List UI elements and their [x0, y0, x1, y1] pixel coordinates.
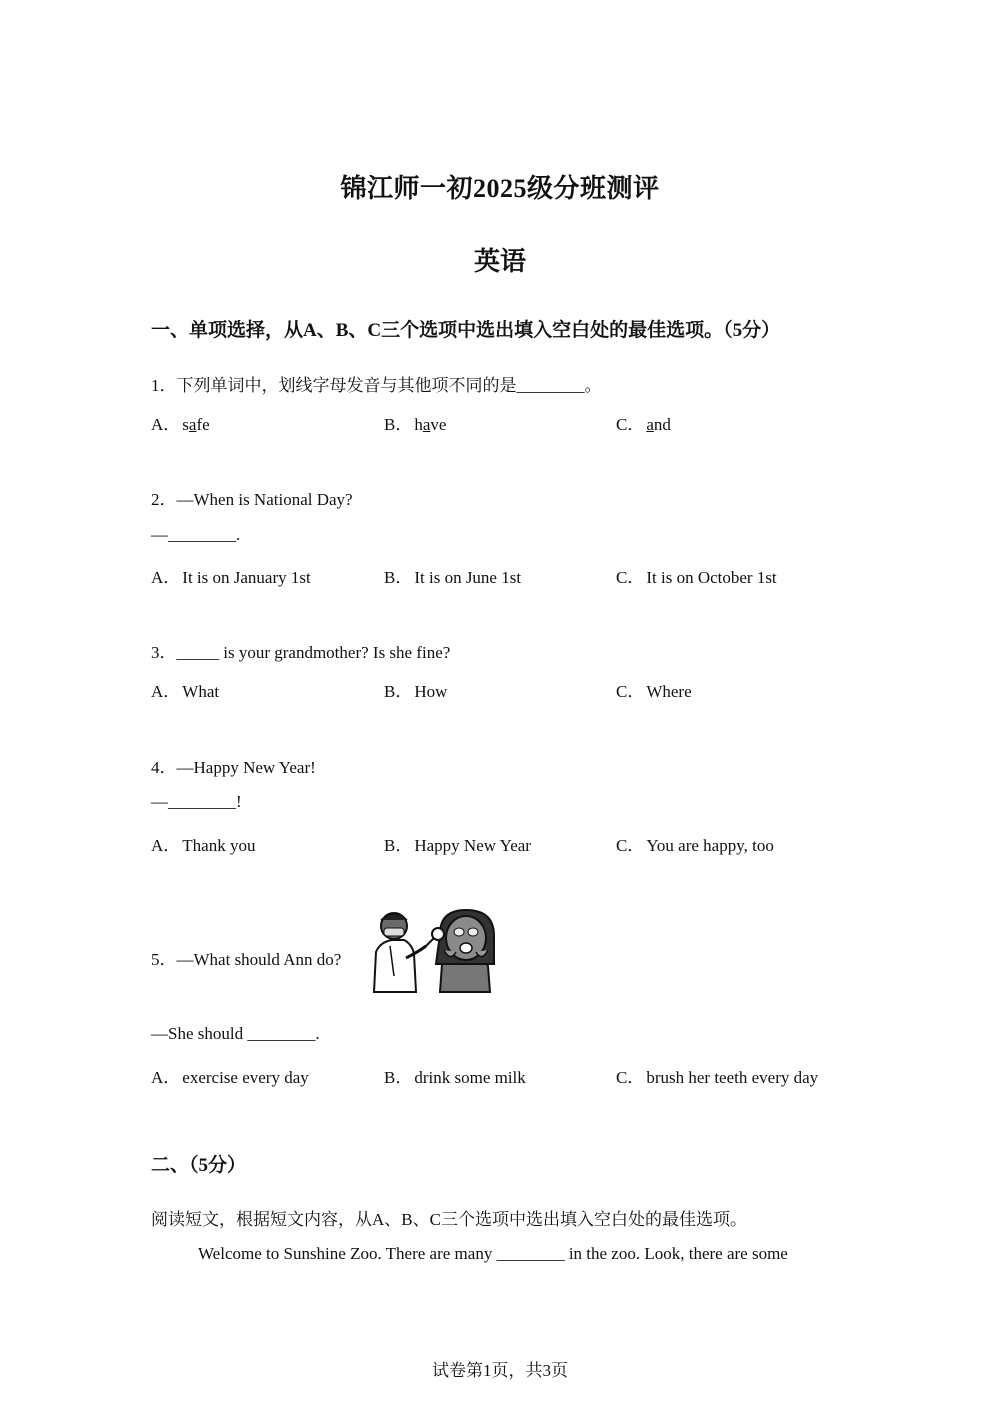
question-2-answer-line: —________.	[151, 525, 241, 544]
question-1-stem: 1．下列单词中，划线字母发音与其他项不同的是________。	[151, 376, 602, 395]
question-1-option-c	[616, 410, 671, 435]
option-text: What	[182, 682, 220, 701]
option-text: Where	[646, 682, 692, 701]
question-2-option-c	[616, 563, 777, 588]
section-2-heading: 二、（5分）	[151, 1155, 247, 1176]
option-letter: B．	[384, 415, 413, 434]
question-4-option-a	[151, 831, 255, 856]
option-letter: C．	[616, 836, 645, 855]
option-text: nd	[653, 415, 671, 434]
page-number-footer: 试卷第1页，共3页	[432, 1361, 568, 1380]
question-5-option-c	[616, 1063, 818, 1088]
underlined-letter: a	[188, 415, 197, 434]
option-letter: B．	[384, 1068, 413, 1087]
underlined-letter: a	[646, 415, 654, 434]
question-5-answer-line: —She should ________.	[151, 1024, 320, 1043]
question-2-option-b	[384, 563, 521, 588]
option-text: h	[414, 415, 423, 434]
option-text: drink some milk	[414, 1068, 526, 1087]
option-text: You are happy, too	[646, 836, 774, 855]
option-text: Thank you	[182, 836, 256, 855]
option-letter: A．	[151, 568, 181, 587]
question-3-stem: 3．_____ is your grandmother? Is she fine?	[151, 643, 451, 662]
option-text: exercise every day	[182, 1068, 309, 1087]
option-text: s	[182, 415, 189, 434]
question-1-option-a	[151, 410, 210, 435]
option-letter: C．	[616, 568, 645, 587]
subject-title: 英语	[473, 247, 526, 276]
option-text: It is on June 1st	[414, 568, 522, 587]
option-letter: A．	[151, 682, 181, 701]
option-text: It is on October 1st	[646, 568, 777, 587]
question-4-option-b	[384, 831, 531, 856]
question-4-answer-line: —________!	[151, 792, 242, 811]
page-title: 锦江师一初2025级分班测评	[340, 174, 660, 203]
question-2-stem: 2．—When is National Day?	[151, 490, 353, 509]
question-3-option-b	[384, 677, 447, 702]
question-4-option-c	[616, 831, 774, 856]
option-letter: C．	[616, 415, 645, 434]
question-5-stem: 5．—What should Ann do?	[151, 950, 342, 969]
option-letter: A．	[151, 1068, 181, 1087]
question-2-option-a	[151, 563, 311, 588]
option-letter: A．	[151, 836, 181, 855]
question-4-stem: 4．—Happy New Year!	[151, 758, 316, 777]
underlined-letter: a	[422, 415, 431, 434]
option-letter: B．	[384, 568, 413, 587]
option-text: ve	[430, 415, 447, 434]
child-figure	[436, 910, 494, 992]
option-letter: C．	[616, 1068, 645, 1087]
dentist-figure	[374, 913, 436, 992]
option-text: Happy New Year	[414, 836, 531, 855]
option-letter: B．	[384, 836, 413, 855]
option-text: How	[414, 682, 448, 701]
dentist-illustration	[366, 906, 496, 994]
option-letter: B．	[384, 682, 413, 701]
question-5-option-b	[384, 1063, 526, 1088]
option-text: brush her teeth every day	[646, 1068, 819, 1087]
option-letter: C．	[616, 682, 645, 701]
question-1-option-b	[384, 410, 446, 435]
option-letter: A．	[151, 415, 181, 434]
question-3-option-a	[151, 677, 219, 702]
option-text: fe	[196, 415, 210, 434]
section-2-instruction: 阅读短文，根据短文内容，从A、B、C三个选项中选出填入空白处的最佳选项。	[151, 1210, 747, 1229]
question-5-option-a	[151, 1063, 309, 1088]
option-text: It is on January 1st	[182, 568, 311, 587]
reading-passage-line: Welcome to Sunshine Zoo. There are many ________ in the zoo. Look, there are some	[198, 1244, 788, 1263]
mirror-icon	[432, 928, 444, 940]
question-3-option-c	[616, 677, 692, 702]
section-1-heading: 一、单项选择，从A、B、C三个选项中选出填入空白处的最佳选项。（5分）	[151, 320, 781, 341]
